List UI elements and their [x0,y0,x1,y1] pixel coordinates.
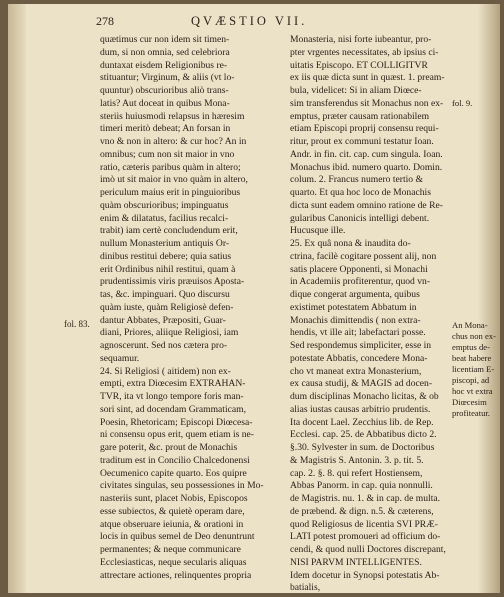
text-line: diani, Priores, aliique Religiosi, iam [100,327,239,339]
text-line: An Mona- [452,320,488,330]
text-line: nasteriis sunt, placet Nobis, Episcopos [100,493,248,504]
text-line: Oecumenico capite quarto. Eos quipre [100,467,247,479]
text-line: erit Ordinibus nihil restitui, quam à [100,263,236,275]
text-line: Ita docent Lael. Zecchius lib. de Rep. [290,416,434,428]
text-line: ex causa studij, & MAGIS ad docen- [290,378,433,390]
text-line: LATI potest promoueri ad officium do- [290,531,441,543]
page-header [96,14,496,32]
text-line: de præbend. & dign. n.5. & cæterens, [290,505,434,517]
page-edge [8,4,26,593]
text-line: duntaxat eisdem Religionibus re- [100,59,228,71]
text-line: sori sint, ad docendam Grammaticam, [100,403,246,415]
text-line: permanentes; & neque communicare [100,544,241,555]
book-page [8,4,500,593]
text-line: NISI PARVM INTELLIGENTES. [290,556,422,568]
text-line: existimet potestatem Abbatum in [290,301,417,313]
right-column [290,34,478,593]
left-column [100,34,300,582]
text-line: chus non ex- [452,331,496,341]
text-line: quuntur) obscurioribus aliò trans- [100,85,229,96]
text-line: Idem docetur in Synopsi potestatis Ab- [290,569,440,581]
text-line: dum, si non omnia, sed celebriora [100,46,230,58]
text-line: Monachis dimittendis ( non extra- [290,314,421,326]
text-line: vno & non in altero: & cur hoc? An in [100,136,247,147]
text-line: Abbas Panorm. in cap. quia nonnulli. [290,480,433,492]
text-line: etiam Episcopi proprij consensu requi- [290,123,439,135]
text-line: omnibus; cum non sit maior in vno [100,148,235,160]
text-line: atque obseruare ieiunia, & orationi in [100,518,244,530]
text-line: Monachus ibid. numero quarto. Domin. [290,161,443,173]
text-line: quætimus cur non idem sit timen- [100,34,230,45]
text-line: sequamur. [100,352,140,364]
text-line: steriis huiusmodi relapsus in hæresim [100,110,245,122]
text-line: piscopi, ad [452,375,490,385]
text-line: & Magistris S. Antonin. 3. p. tit. 5. [290,454,424,466]
text-line: quod Religiosus de licentia SVI PRÆ- [290,518,438,530]
text-line: hendis, vt ille ait; labefactari posse. [290,327,426,339]
text-line: gularibus Canonicis intelligi debent. [290,212,430,224]
text-line: attrectare actiones, relinquentes propria [100,569,252,581]
text-line: prudentissimis viris præuisos Aposta- [100,276,245,288]
text-line: timeri meritò debeat; An forsan in [100,123,231,135]
text-line: Monasteria, nisi forte iubeantur, pro- [290,34,432,45]
text-line: enim & dilatatus, facilius recalci- [100,212,229,224]
text-line: imò ut sit maior in vno quàm in altero, [100,174,248,186]
text-line: periculum maius erit in pinguioribus [100,187,241,198]
text-line: quàm iuste, quàm Religiosè defen- [100,301,234,313]
text-line: Hucusque ille. [290,225,346,237]
text-line: dicta sunt eadem omnino ratione de Re- [290,199,443,211]
text-line: cho vt maneat extra Monasterium, [290,365,422,377]
text-line: fol. 9. [452,98,473,108]
text-line: dantur Abbates, Præpositi, Guar- [100,314,226,326]
text-line: Sed respondemus simpliciter, esse in [290,340,432,351]
text-line: ritur, prout ex communi testatur Ioan. [290,136,434,147]
text-line: cap. 2. §. 8. qui refert Hostiensem, [290,467,423,479]
text-line: pter vrgentes necessitates, ab ipsius ci- [290,46,439,58]
margin-note-left: fol. 83. [64,319,90,329]
text-line: sim transferendus sit Monachus non ex- [290,97,444,109]
text-line: trabit) iam certè concludendum erit, [100,225,238,237]
text-line: civitates singulas, seu possessiones in Mo- [100,480,264,492]
margin-note-right-top [452,98,472,109]
text-line: agnoscerunt. Sed nos cætera pro- [100,340,228,351]
text-line: satis placere Opponenti, si Monachi [290,263,428,275]
text-line: 25. Ex quâ nona & inaudita do- [290,238,411,249]
text-line: licentiam E- [452,364,495,374]
text-line: profiteatur. [452,408,490,418]
text-line: beat habere [452,353,492,363]
text-line: dinibus restitui debere; quia satius [100,250,232,262]
text-line: colum. 2. Francus numero tertio & [290,174,423,186]
text-line: batialis, [290,582,321,593]
text-line: uitatis Episcopo. ET COLLIGITVR [290,59,428,71]
text-line: potestate Abbatis, concedere Mona- [290,352,428,364]
running-head: QVÆSTIO VII. [191,14,308,28]
text-line: emptus, præter causam rationabilem [290,110,430,122]
text-line: hoc vt extra [452,386,493,396]
text-line: quarto. Et qua hoc loco de Monachis [290,187,431,198]
text-line: ctrina, facilè cogitare possent alij, non [290,250,437,262]
text-line: Andr. in fin. cit. cap. cum singula. Ioan. [290,148,443,160]
text-line: dum disciplinas Monacho licitas, & ob [290,391,439,402]
text-line: stituantur; Virginum, & aliis (vt lo- [100,72,235,84]
text-line: cendi, & quod nulli Doctores discrepant, [290,544,446,555]
page-number: 278 [96,14,114,28]
text-line: empti, extra Diœcesim EXTRAHAN- [100,378,246,390]
text-line: traditum est in Concilio Chalcedonensi [100,454,250,466]
text-line: locis in quibus semel de Deo denuntrunt [100,531,255,543]
text-line: latis? Aut doceat in quibus Mona- [100,97,230,109]
gutter-shadow [478,4,500,593]
text-line: nullum Monasterium antiquis Or- [100,238,230,249]
text-line: TVR, ita vt longo tempore foris man- [100,391,244,402]
text-line: alias iustas causas arbitrio prudentis. [290,403,431,415]
text-line: dique congerat argumenta, quibus [290,289,420,300]
text-line: Diœcesim [452,397,487,407]
text-line: Ecclesi. cap. 25. de Abbatibus dicto 2. [290,429,437,441]
text-line: Poesin, Rhetoricam; Episcopi Diœcesa- [100,416,253,428]
text-line: emptus de- [452,342,490,352]
text-line: in Academiis profiterentur, quod vn- [290,276,431,288]
text-line: ex iis quæ dicta sunt in quæst. 1. pream- [290,72,445,84]
text-line: Ecclesiasticas, neque secularis aliquas [100,556,247,568]
text-line: ratio, cæteris paribus quàm in altero; [100,161,241,173]
text-line: gare poterit, &c. prout de Monachis [100,442,238,453]
text-line: 24. Si Religiosi ( aitidem) non ex- [100,365,231,377]
margin-note-right-bottom [452,320,496,419]
text-line: de Magistris. nu. 1. & in cap. de multa. [290,493,441,504]
text-line: quàm obscurioribus; impinguatus [100,199,229,211]
text-line: tas, &c. impinguari. Quo discursu [100,289,230,300]
text-line: esse subiectos, & quietè operam dare, [100,505,245,517]
text-line: §.30. Sylvester in sum. de Doctoribus [290,442,435,453]
text-line: ni consensu opus erit, quem etiam is ne- [100,429,255,441]
text-line: bula, videlicet: Si in aliam Diœce- [290,85,422,96]
